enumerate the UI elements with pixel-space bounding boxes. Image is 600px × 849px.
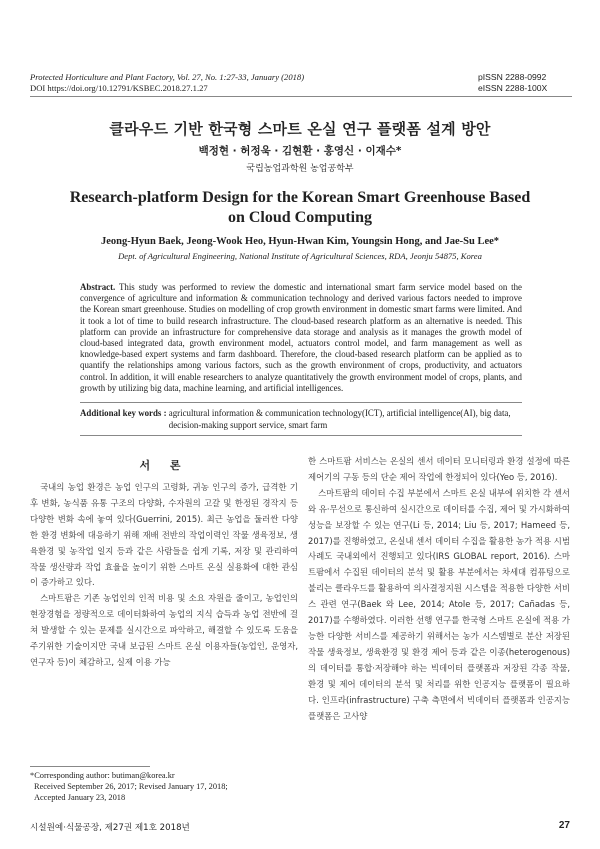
korean-title: 클라우드 기반 한국형 스마트 온실 연구 플랫폼 설계 방안 <box>109 120 491 138</box>
footnote-divider <box>30 766 150 767</box>
footnote <box>30 770 298 803</box>
footer-journal: 시설원예·식물공장, 제27권 제1호 2018년 <box>30 823 190 833</box>
issn-block <box>478 72 547 94</box>
header-divider <box>30 96 572 97</box>
page-number: 27 <box>558 820 570 831</box>
keywords-label: Additional key words : <box>80 408 167 418</box>
corresponding-author: *Corresponding author: butiman@korea.kr <box>30 771 175 780</box>
english-title: Research-platform Design for the Korean Smart Greenhouse Based on Cloud Computing <box>69 189 531 226</box>
section-heading-introduction: 서 론 <box>139 459 189 472</box>
doi-link[interactable]: DOI https://doi.org/10.12791/KSBEC.2018.27.1.27 <box>30 83 208 93</box>
abstract-divider <box>80 402 522 403</box>
accepted-date: Accepted January 23, 2018 <box>34 793 126 802</box>
journal-header <box>30 72 304 94</box>
korean-affiliation: 국립농업과학원 농업공학부 <box>246 164 354 174</box>
paragraph: 스마트팜은 기존 농업인의 인적 비용 및 소요 자원을 줄이고, 농업인의 현장경험을 정량적으로 데이터화하여 농업의 지식 습득과 농업 전반에 걸쳐 발생할 수 있는 문제를 실시간으로 파악하고, 해결할 수 있도록 도움을 주기위한 기술이지만 국내 보급된 스마트 온실 이용자들(농업인, 운영자, 연구자 등)이 체감하고, 실제 이용 가능 <box>30 593 298 667</box>
keywords-divider <box>80 435 522 436</box>
paragraph: 한 스마트팜 서비스는 온실의 센서 데이터 모니터링과 환경 설정에 따른 제어기의 구동 등의 단순 제어 작업에 한정되어 있다(Yeo 등, 2016). <box>308 456 570 482</box>
paragraph: 스마트팜의 데이터 수집 부분에서 스마트 온실 내부에 위치한 각 센서와 유·무선으로 통신하여 실시간으로 데이터를 수집, 제어 및 가시화하여 성능을 보장할 수 있는 연구(Li 등, 2014; Liu 등, 2017; Hameed 등, 2017)를 진행하였고, 온실내 센서 데이터 수집을 활용한 농가 적용 시범 사례도 국내외에서 진행되고 있다(IRS GLOBAL report, 2016). 스마트팜에서 수집된 데이터의 분석 및 활용 부분에서는 차세대 컴퓨팅으로 불리는 클라우드를 활용하여 의사결정지원 시스템을 적용한 다양한 서비스 관련 연구(Baek 와 Lee, 2014; Atole 등, 2017; Cañadas 등, 2017)를 수행하였다. 이러한 선행 연구를 한국형 스마트 온실에 적용 가능한 다양한 서비스를 제공하기 위해서는 농가 시스템별로 분산 저장된 작물 생육정보, 생육환경 및 환경 제어 등과 같은 이종(heterogenous)의 데이터를 통합·저장해야 하는 빅데이터 플랫폼과 저장된 각종 작물, 환경 및 제어 데이터의 분석 및 처리를 위한 인공지능 플랫폼이 필요하다. 인프라(infrastructure) 구축 측면에서 빅데이터 플랫폼과 인공지능 플랫폼은 고사양 <box>308 487 570 721</box>
english-authors: Jeong-Hyun Baek, Jeong-Wook Heo, Hyun-Hwan Kim, Youngsin Hong, and Jae-Su Lee* <box>100 236 500 247</box>
body-column-right <box>308 454 570 724</box>
body-column-left <box>30 480 298 671</box>
paragraph: 국내의 농업 환경은 농업 인구의 고령화, 귀농 인구의 증가, 급격한 기후 변화, 농식품 유통 구조의 다양화, 수자원의 고갈 및 한정된 경작지 등 다양한 변화 속에 놓여 있다(Guerrini, 2015). 최근 농업을 둘러싼 다양한 환경 변화에 대응하기 위해 재배 전반의 작업이력인 작물 생육정보, 생육환경 및 농작업 일지 등과 같은 사람들을 쉽게 기록, 저장 및 관리하여 작물 생산량과 작업 효율을 높이기 위한 스마트 온실 실용화에 대한 관심이 증가하고 있다. <box>30 482 298 588</box>
keywords-text: agricultural information & communication technology(ICT), artificial intelligence(AI), big data, decision-making support service, smart farm <box>168 408 511 430</box>
abstract-text: This study was performed to review the domestic and international smart farm service model based on the convergence of agriculture and information & communication technology and derived various factors needed to improve the Korean smart greenhouse. Studies on modelling of crop growth environment in domestic smart farms were limited. And it took a lot of time to build research infrastructure. The cloud-based research platform as an alternative is needed. This platform can provide an infrastructure for comprehensive data storage and analysis as it manages the growth model of cloud-based integrated data, growth environment model, actuators control model, and farm management as well as knowledge-based expert systems and farm dashboard. Therefore, the cloud-based research platform can be applied as to quantify the relationships among various factors, such as the growth environment of crops, productivity, and actuators control. In addition, it will enable researchers to analyze quantitatively the growth environment model of crops, plants, and growth by utilizing big data, machine learning, and artificial intelligences. <box>80 282 522 393</box>
received-dates: Received September 26, 2017; Revised January 17, 2018; <box>34 782 228 791</box>
english-affiliation: Dept. of Agricultural Engineering, National Institute of Agricultural Sciences, RDA, Jeonju 54875, Korea <box>118 251 482 261</box>
journal-citation: Protected Horticulture and Plant Factory, Vol. 27, No. 1:27-33, January (2018) <box>30 72 305 82</box>
pissn: pISSN 2288-0992 <box>478 72 547 82</box>
abstract <box>80 282 522 394</box>
korean-authors: 백정현 · 허정욱 · 김현환 · 홍영신 · 이재수* <box>198 145 402 157</box>
abstract-label: Abstract. <box>80 282 116 292</box>
keywords <box>80 408 522 431</box>
eissn: eISSN 2288-100X <box>478 83 548 93</box>
